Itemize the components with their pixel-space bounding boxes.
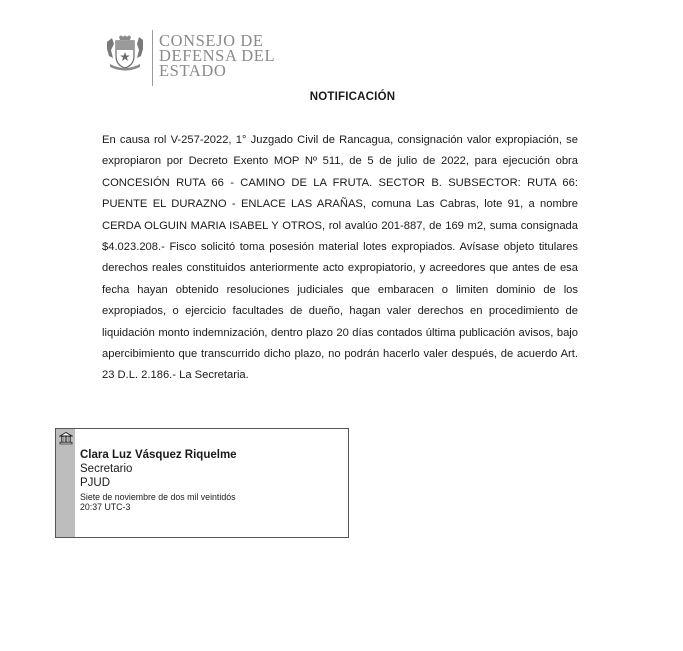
signer-name: Clara Luz Vásquez Riquelme [80,449,237,461]
notification-body: En causa rol V-257-2022, 1° Juzgado Civil de Rancagua, consignación valor expropiación, se expropiaron por Decreto Exento MOP Nº 511, de 5 de julio de 2022, para ejecución obra CONCESIÓN RUTA 66 - CAMINO DE LA FRUTA. SECTOR B. SUBSECTOR: RUTA 66: PUENTE EL DURAZNO - ENLACE LAS ARAÑAS, comuna Las Cabras, lote 91, a nombre CERDA OLGUIN MARIA ISABEL Y OTROS, rol avalúo 201-887, de 169 m2, suma consignada $4.023.208.- Fisco solicitó toma posesión material lotes expropiados. Avísase objeto titulares derechos reales constituidos anteriormente acto expropiatorio, y acreedores que antes de esa fecha hayan obtenido resoluciones judiciales que embaracen o limiten dominio de los expropiados, o ejercicio facultades de dueño, hagan valer derechos en procedimiento de liquidación monto indemnización, dentro plazo 20 días contados última publicación avisos, bajo apercibimiento que transcurrido dicho plazo, no podrán hacerlo valer después, de acuerdo Art. 23 D.L. 2.186.- La Secretaria. [102,134,578,382]
document-title: NOTIFICACIÓN [309,91,396,103]
organization-line-3: ESTADO [159,61,227,80]
courthouse-icon [59,431,73,445]
organization-line-1: CONSEJO DE [159,31,264,50]
chile-coat-of-arms-icon [104,34,146,74]
signature-date: Siete de noviembre de dos mil veintidós [80,492,236,502]
letterhead-divider [152,30,153,86]
electronic-signature-box [55,428,349,538]
signature-sidebar [56,429,75,537]
signer-role: Secretario [80,463,133,475]
letterhead [104,30,275,90]
signature-time: 20:37 UTC-3 [80,502,131,512]
organization-line-2: DEFENSA DEL [159,46,276,65]
signature-details [80,448,237,512]
organization-name [159,33,275,78]
signer-institution: PJUD [80,477,111,489]
